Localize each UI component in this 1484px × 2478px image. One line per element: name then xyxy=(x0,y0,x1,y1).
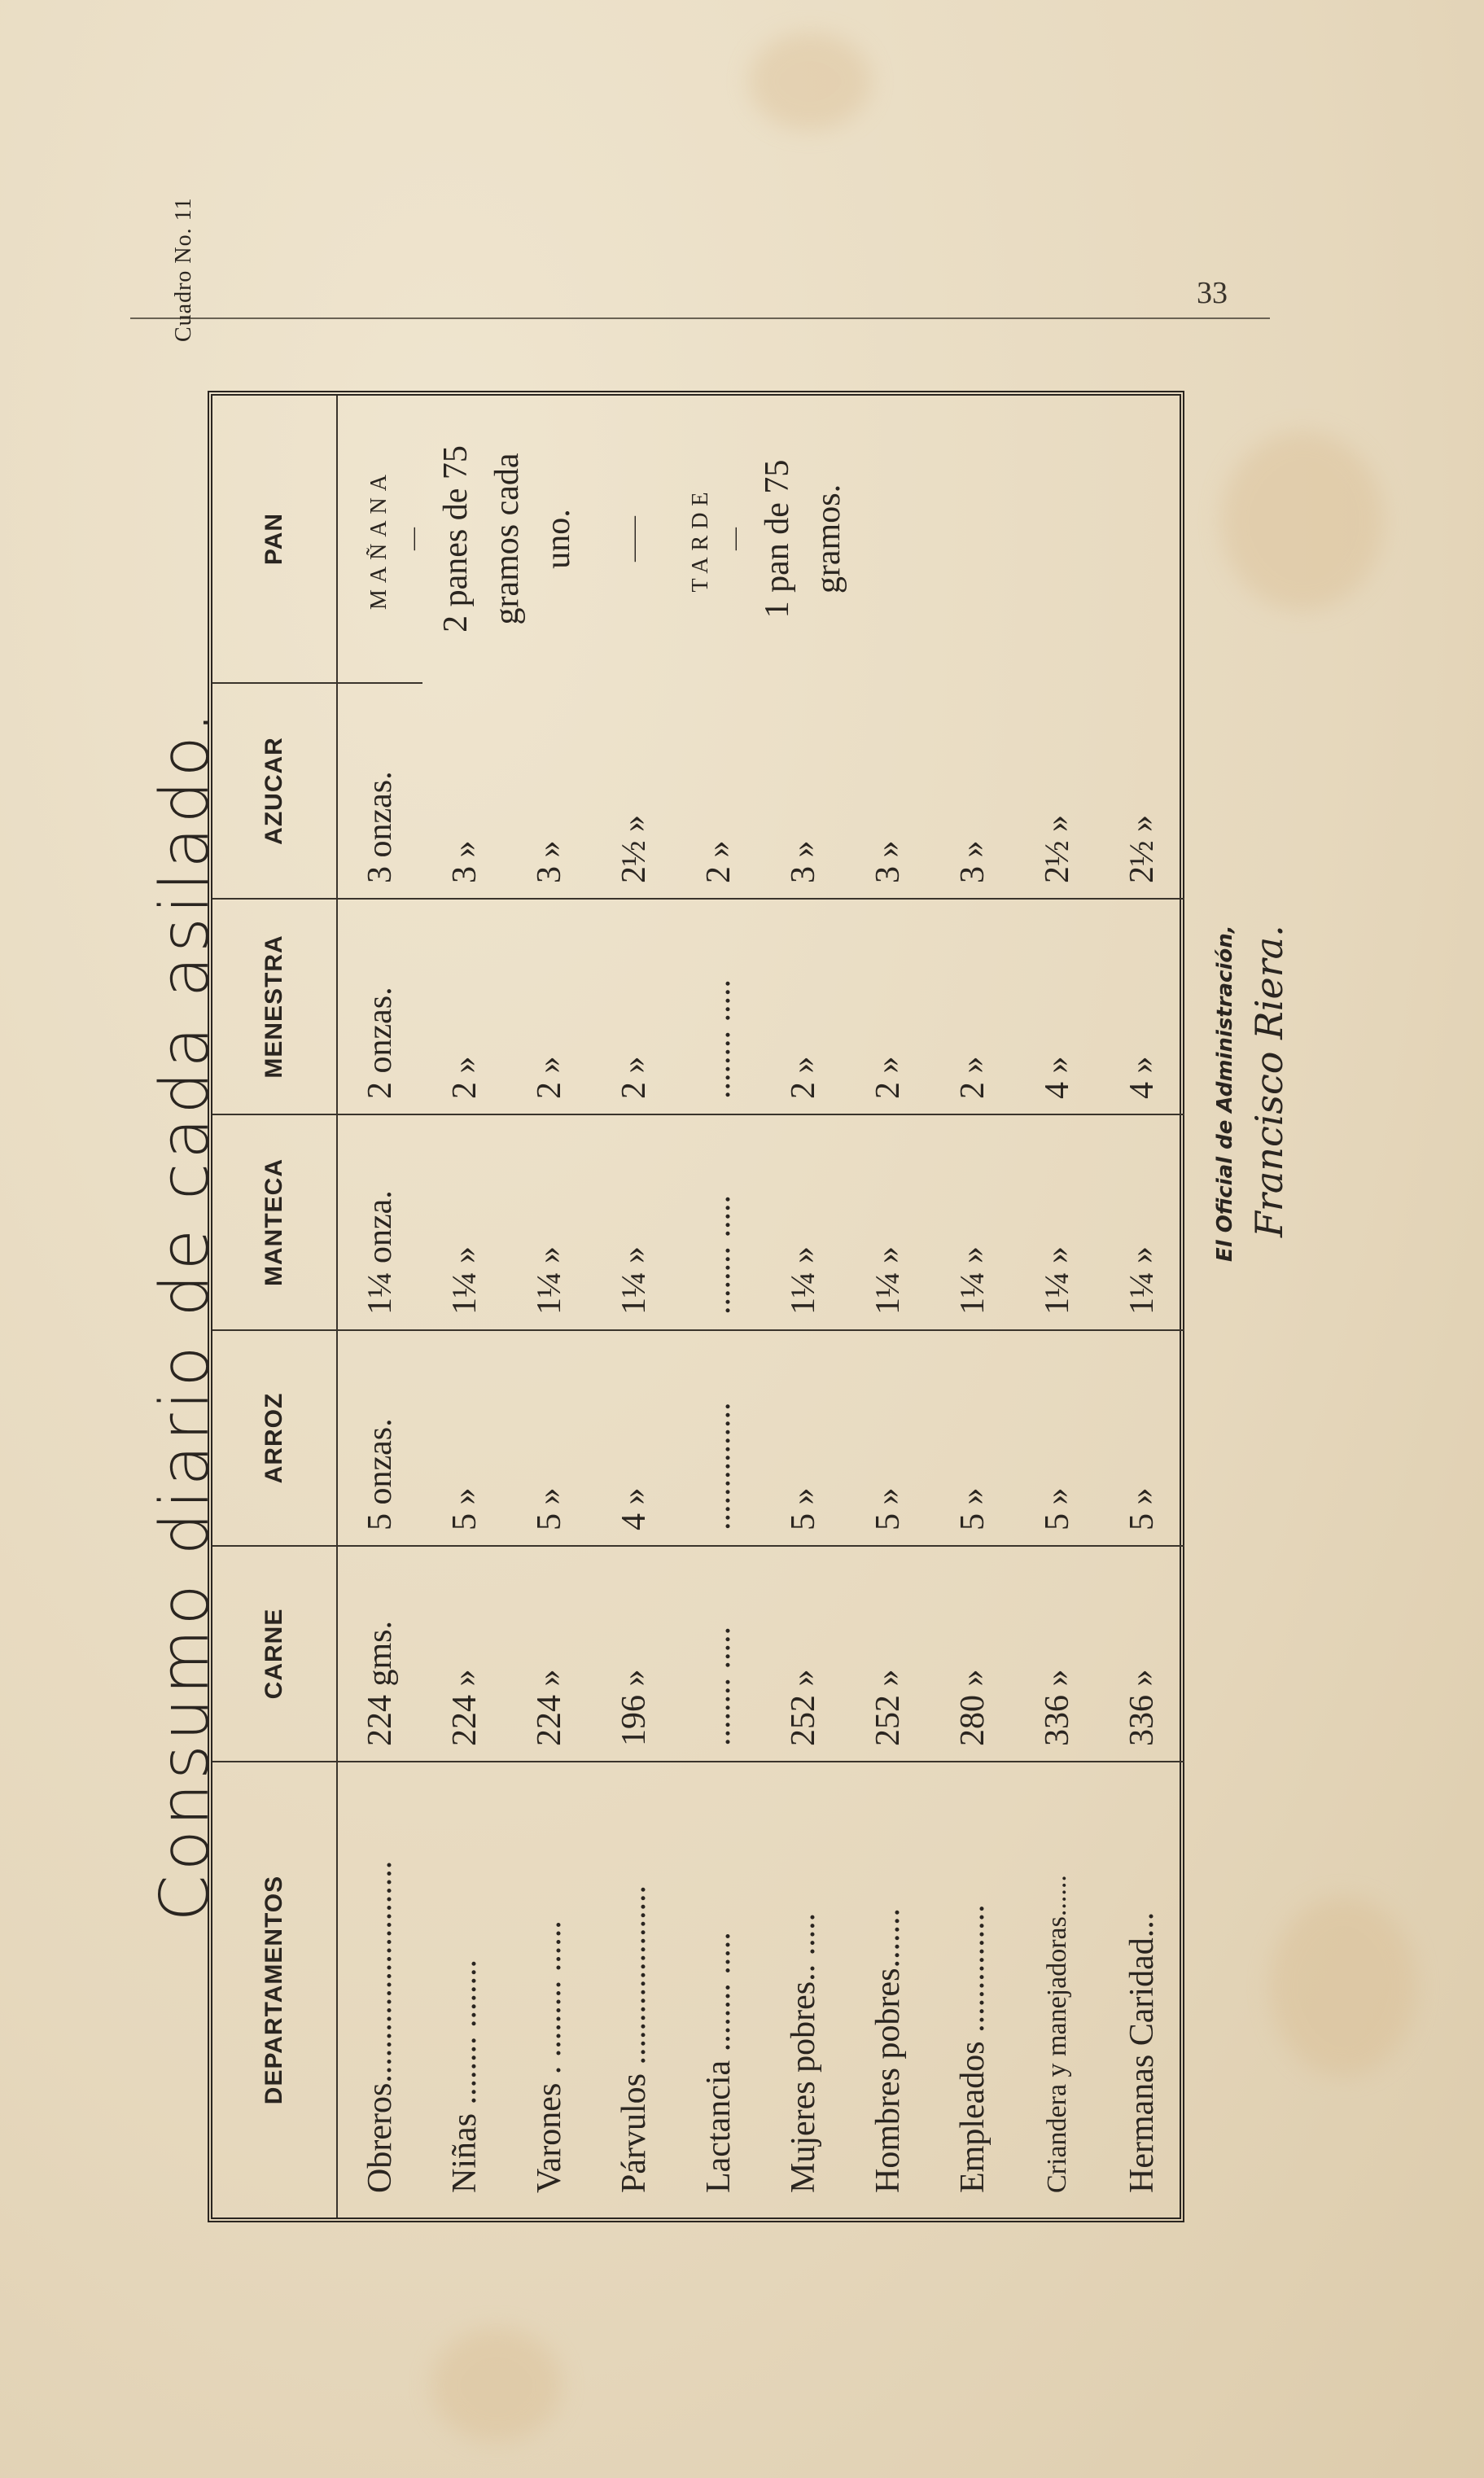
carne-cell: 336 » xyxy=(1015,1546,1100,1762)
menestra-cell: 2 » xyxy=(846,899,930,1114)
azucar-cell: 3 onzas. xyxy=(337,683,422,899)
table-header-row xyxy=(212,396,337,2218)
dept-cell: Niñas ........ ........ xyxy=(422,1762,507,2218)
paper-stain xyxy=(431,2328,562,2442)
table-row xyxy=(337,396,422,2218)
pan-divider: — xyxy=(722,528,747,550)
paper-stain xyxy=(1221,431,1384,611)
header-manteca: MANTECA xyxy=(212,1114,337,1330)
menestra-cell: 2 » xyxy=(761,899,846,1114)
arroz-cell: 5 » xyxy=(761,1330,846,1546)
manteca-cell: 1¼ » xyxy=(1015,1114,1100,1330)
pan-morning-text: 2 panes de 75 gramos cada uno. xyxy=(437,445,577,633)
azucar-cell: 3 » xyxy=(446,840,484,883)
carne-cell: 252 » xyxy=(846,1546,930,1762)
pan-afternoon-label: TARDE xyxy=(688,485,713,593)
azucar-cell: 2½ » xyxy=(1039,815,1076,883)
arroz-cell: 5 onzas. xyxy=(337,1330,422,1546)
menestra-cell: ........ ..... xyxy=(676,899,761,1114)
azucar-cell: 2 » xyxy=(700,840,738,883)
carne-cell: 196 » xyxy=(592,1546,676,1762)
menestra-cell: 2 » xyxy=(930,899,1015,1114)
azucar-cell: 3 » xyxy=(954,840,992,883)
header-departamentos: DEPARTAMENTOS xyxy=(212,1762,337,2218)
dept-cell: Lactancia ........ ..... xyxy=(676,1762,761,2218)
carne-cell: 224 » xyxy=(507,1546,592,1762)
signature-name: Francisco Riera. xyxy=(1247,925,1291,1237)
consumption-table xyxy=(208,391,1184,2222)
arroz-cell: ............... xyxy=(676,1330,761,1546)
manteca-cell: 1¼ » xyxy=(846,1114,930,1330)
header-azucar: AZUCAR xyxy=(212,683,337,899)
azucar-cell: 2½ » xyxy=(615,815,653,883)
arroz-cell: 5 » xyxy=(422,1330,507,1546)
dept-cell: Criandera y manejadoras...... xyxy=(1015,1762,1100,2218)
manteca-cell: 1¼ » xyxy=(761,1114,846,1330)
header-menestra: MENESTRA xyxy=(212,899,337,1114)
azucar-cell: 2½ » xyxy=(1123,815,1161,883)
page-number: 33 xyxy=(1197,276,1228,310)
dept-cell: Empleados ............... xyxy=(930,1762,1015,2218)
azucar-cell: 3 » xyxy=(869,840,907,883)
dept-cell: Hombres pobres....... xyxy=(846,1762,930,2218)
arroz-cell: 5 » xyxy=(930,1330,1015,1546)
pan-separator: —— xyxy=(621,516,646,562)
menestra-cell: 4 » xyxy=(1100,899,1184,1114)
menestra-cell: 2 » xyxy=(422,899,507,1114)
pan-afternoon-text: 1 pan de 75 gramos. xyxy=(759,459,847,619)
header-arroz: ARROZ xyxy=(212,1330,337,1546)
rotated-page-content xyxy=(130,41,1291,2239)
manteca-cell: 1¼ » xyxy=(930,1114,1015,1330)
carne-cell: 224 » xyxy=(422,1546,507,1762)
carne-cell: ........ ..... xyxy=(676,1546,761,1762)
arroz-cell: 4 » xyxy=(592,1330,676,1546)
azucar-cell: 3 » xyxy=(531,840,568,883)
arroz-cell: 5 » xyxy=(507,1330,592,1546)
azucar-cell: 3 » xyxy=(785,840,822,883)
paper-stain xyxy=(1270,1897,1416,2076)
page-title: Consumo diario de cada asilado. xyxy=(147,707,224,1922)
menestra-cell: 2 » xyxy=(507,899,592,1114)
pan-divider: — xyxy=(401,528,426,550)
manteca-cell: ........ ..... xyxy=(676,1114,761,1330)
manteca-cell: 1¼ » xyxy=(507,1114,592,1330)
manteca-cell: 1¼ » xyxy=(592,1114,676,1330)
signature-office: El Oficial de Administración, xyxy=(1213,925,1237,1262)
pan-cell xyxy=(337,396,1184,683)
manteca-cell: 1¼ onza. xyxy=(337,1114,422,1330)
pan-morning xyxy=(362,428,584,650)
cuadro-number: Cuadro No. 11 xyxy=(171,197,196,342)
arroz-cell: 5 » xyxy=(846,1330,930,1546)
menestra-cell: 4 » xyxy=(1015,899,1100,1114)
carne-cell: 336 » xyxy=(1100,1546,1184,1762)
manteca-cell: 1¼ » xyxy=(422,1114,507,1330)
header-pan: PAN xyxy=(212,396,337,683)
dept-cell: Mujeres pobres.. ..... xyxy=(761,1762,846,2218)
menestra-cell: 2 » xyxy=(592,899,676,1114)
manteca-cell: 1¼ » xyxy=(1100,1114,1184,1330)
carne-cell: 252 » xyxy=(761,1546,846,1762)
pan-afternoon xyxy=(684,428,855,650)
arroz-cell: 5 » xyxy=(1100,1330,1184,1546)
pan-morning-label: MAÑANA xyxy=(366,468,392,610)
header-carne: CARNE xyxy=(212,1546,337,1762)
dept-cell: Hermanas Caridad... xyxy=(1100,1762,1184,2218)
carne-cell: 224 gms. xyxy=(337,1546,422,1762)
arroz-cell: 5 » xyxy=(1015,1330,1100,1546)
carne-cell: 280 » xyxy=(930,1546,1015,1762)
dept-cell: Obreros.......................... xyxy=(337,1762,422,2218)
dept-cell: Párvulos ..................... xyxy=(592,1762,676,2218)
menestra-cell: 2 onzas. xyxy=(337,899,422,1114)
dept-cell: Varones . ......... ...... xyxy=(507,1762,592,2218)
